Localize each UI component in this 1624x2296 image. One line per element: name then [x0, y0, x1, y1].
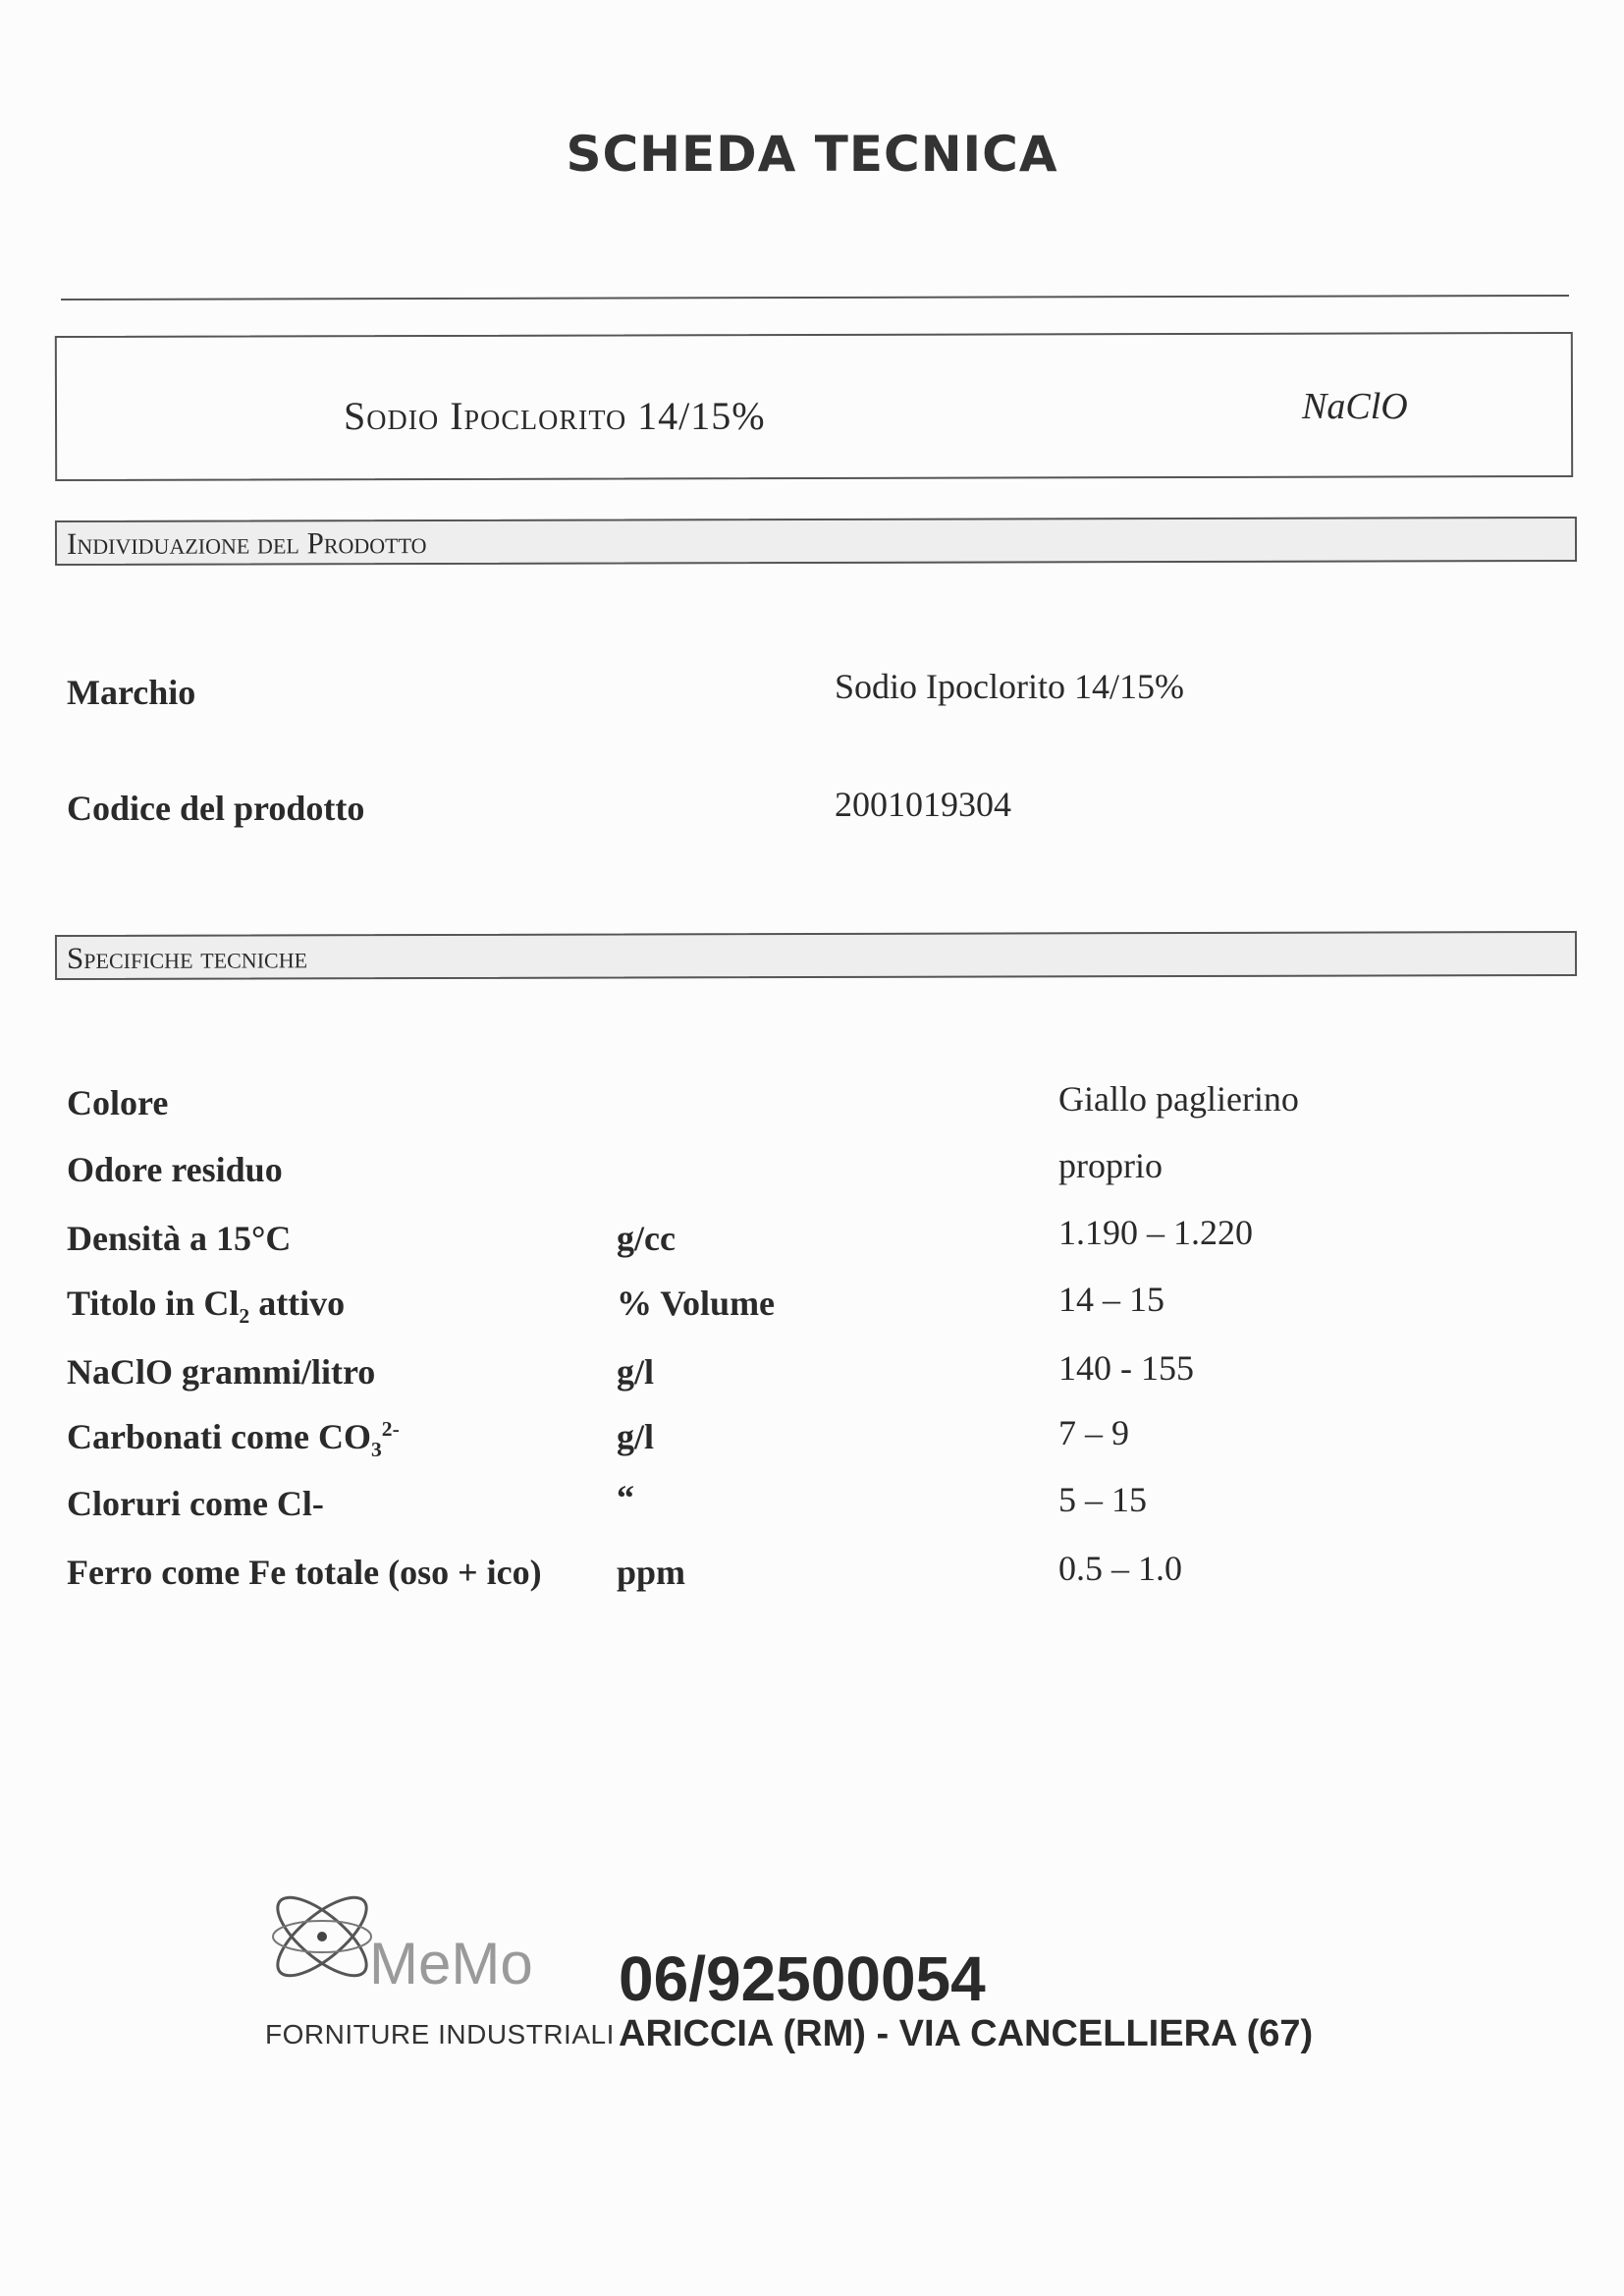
spec-value-carbonates: 7 – 9: [1058, 1413, 1129, 1452]
spec-unit-chlorides: “: [617, 1478, 634, 1517]
spec-label-naclo: NaClO grammi/litro: [67, 1352, 376, 1392]
spec-unit-naclo: g/l: [617, 1352, 655, 1392]
spec-label-chlorides: Cloruri come Cl-: [67, 1484, 324, 1523]
spec-value-active-chlorine: 14 – 15: [1058, 1280, 1164, 1319]
spec-value-odor: proprio: [1058, 1146, 1163, 1185]
section-header-specs: Specifiche tecniche: [55, 931, 1577, 980]
brand-label: Marchio: [67, 673, 196, 712]
title-divider: [61, 295, 1569, 301]
spec-unit-density: g/cc: [617, 1219, 676, 1258]
spec-label-odor: Odore residuo: [67, 1150, 283, 1189]
spec-value-iron: 0.5 – 1.0: [1058, 1549, 1182, 1588]
spec-unit-active-chlorine: % Volume: [617, 1284, 776, 1323]
spec-label-color: Colore: [67, 1083, 169, 1122]
spec-value-density: 1.190 – 1.220: [1058, 1213, 1253, 1252]
memo-logo: [261, 1876, 595, 2033]
product-code-value: 2001019304: [835, 785, 1011, 824]
spec-label-active-chlorine: Titolo in $Cl_2$ attivo: [67, 1284, 346, 1329]
contact-address: ARICCIA (RM) - VIA CANCELLIERA (67): [619, 2013, 1314, 2054]
spec-label-carbonates: Carbonati come $CO_3^{2-}$: [67, 1417, 400, 1462]
spec-value-chlorides: 5 – 15: [1058, 1480, 1147, 1519]
brand-value: Sodio Ipoclorito 14/15%: [835, 667, 1184, 706]
spec-value-color: Giallo paglierino: [1058, 1079, 1299, 1119]
contact-phone: 06/92500054: [619, 1943, 986, 2014]
spec-unit-iron: ppm: [617, 1553, 686, 1592]
logo-wordmark: MeMo: [369, 1931, 533, 1996]
product-name: Sodio Ipoclorito 14/15%: [344, 394, 766, 438]
spec-label-iron: Ferro come Fe totale (oso + ico): [67, 1553, 542, 1592]
product-code-label: Codice del prodotto: [67, 789, 365, 828]
spec-unit-carbonates: g/l: [617, 1417, 655, 1456]
logo-subtitle: FORNITURE INDUSTRIALI: [265, 2019, 615, 2050]
product-formula: NaClO: [1302, 386, 1408, 427]
spec-label-density: Densità a 15°C: [67, 1219, 292, 1258]
spec-value-naclo: 140 - 155: [1058, 1348, 1194, 1388]
section-header-identification: Individuazione del Prodotto: [55, 517, 1577, 566]
document-title: SCHEDA TECNICA: [566, 126, 1058, 183]
